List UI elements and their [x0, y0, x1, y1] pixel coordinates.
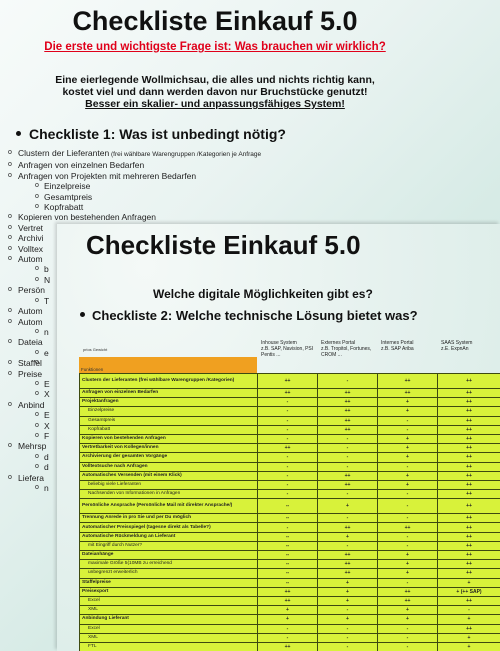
list-item	[8, 160, 428, 170]
rating-cell: ++	[318, 471, 378, 480]
list-item-text: Archivi	[18, 233, 44, 244]
list-item-text: Liefera	[18, 472, 44, 483]
rating-cell: ++	[438, 389, 500, 398]
rating-cell: ++	[438, 398, 500, 407]
rating-cell: +	[318, 578, 378, 587]
rating-cell: -	[378, 499, 438, 514]
rating-cell: ++	[438, 541, 500, 550]
table-row	[80, 532, 500, 541]
slide2-question: Welche digitale Möglichkeiten gibt es?	[153, 287, 373, 301]
rating-cell: +	[378, 551, 438, 560]
rating-cell: -	[258, 490, 318, 499]
rating-cell: -	[318, 490, 378, 499]
slide2-title: Checkliste Einkauf 5.0	[86, 230, 361, 260]
rating-cell: +	[378, 606, 438, 615]
rating-cell: +	[378, 444, 438, 453]
column-header-intern	[381, 340, 437, 352]
row-label: Kopfrabatt	[80, 425, 258, 434]
row-label: Automatischer Preisspiegel (tagesne direkt als Tabelle?)	[80, 523, 258, 532]
comparison-table	[79, 337, 500, 651]
rating-cell: +	[378, 434, 438, 443]
table-row	[80, 624, 500, 633]
rating-cell: -	[258, 633, 318, 642]
rating-cell: +	[318, 596, 378, 605]
functions-header-cell	[79, 357, 257, 373]
bullet-icon	[16, 131, 21, 136]
rating-cell: ++	[318, 480, 378, 489]
rating-cell: +	[318, 615, 378, 624]
table-row	[80, 633, 500, 642]
rating-cell: --	[258, 578, 318, 587]
list-item	[8, 171, 428, 181]
rating-cell: -	[318, 624, 378, 633]
rating-cell: ++	[258, 389, 318, 398]
table-header	[79, 337, 500, 373]
list-item-text: Autom	[18, 306, 43, 317]
rating-cell: +	[318, 587, 378, 596]
list-item-text: Gesamtpreis	[44, 191, 93, 202]
list-item-text: d	[44, 451, 49, 462]
rating-cell: -	[258, 480, 318, 489]
table-row	[80, 453, 500, 462]
rating-cell: -	[258, 425, 318, 434]
comparison-table-body	[79, 373, 500, 651]
list-item-text: Einzelpreise	[44, 181, 91, 192]
row-label: Dateianhänge	[80, 551, 258, 560]
list-item-text: X	[44, 420, 50, 431]
column-name: Externes Portal	[321, 340, 356, 346]
list-item-text: F	[44, 430, 50, 441]
rating-cell: --	[258, 499, 318, 514]
list-item-text: n	[44, 326, 49, 337]
rating-cell: ++	[318, 416, 378, 425]
list-item-text: Kopieren von bestehenden Anfragen	[18, 212, 157, 223]
column-header-extern	[321, 340, 377, 358]
row-label: Anfragen von einzelnen Bedarfen	[80, 389, 258, 398]
row-label: Trennung Anrede in pro Sie und per Du möglich	[80, 514, 258, 523]
rating-cell: -	[258, 434, 318, 443]
rating-cell: ++	[438, 551, 500, 560]
rating-cell: +	[378, 471, 438, 480]
rating-cell: ++	[318, 389, 378, 398]
rating-cell: -	[378, 490, 438, 499]
list-item-text: Anfragen von einzelnen Bedarfen	[18, 160, 145, 171]
rating-cell: +	[438, 615, 500, 624]
list-item	[8, 202, 428, 212]
row-label: Nachsenden von Informationen in Anfragen	[80, 490, 258, 499]
list-item-text: Anbind	[18, 399, 45, 410]
rating-cell: +	[438, 642, 500, 651]
slide2-heading	[80, 308, 418, 323]
rating-cell: ++	[318, 551, 378, 560]
row-label: XML	[80, 633, 258, 642]
slide-checkliste-2	[57, 224, 500, 651]
slide1-red-question: Die erste und wichtigste Frage ist: Was brauchen wir wirklich?	[44, 41, 386, 53]
rating-cell: +	[258, 606, 318, 615]
row-label: FTL	[80, 642, 258, 651]
table-row	[80, 480, 500, 489]
rating-cell: ++	[438, 453, 500, 462]
list-item-text: Clustern der Lieferanten	[18, 148, 110, 158]
rating-cell: ++	[438, 444, 500, 453]
list-item-text: Autom	[18, 316, 43, 327]
list-item-text: b	[44, 264, 49, 275]
table-row	[80, 596, 500, 605]
column-header-saas	[441, 340, 497, 352]
row-label: XML	[80, 606, 258, 615]
rating-cell: -	[378, 624, 438, 633]
table-row	[80, 434, 500, 443]
list-item-text: Persön	[18, 285, 45, 296]
column-example: z.B. SAP Ariba	[381, 346, 414, 352]
rating-cell: ++	[438, 596, 500, 605]
table-row	[80, 551, 500, 560]
rating-cell: -	[318, 633, 378, 642]
row-label: mit Eingriff durch Nutzer?	[80, 541, 258, 550]
rating-cell: ++	[378, 587, 438, 596]
list-item-text: Mehrsp	[18, 441, 47, 452]
rating-cell: -	[258, 462, 318, 471]
row-label: Projektanfragen	[80, 398, 258, 407]
column-name: Inhouse System	[261, 340, 297, 346]
rating-cell: -	[318, 374, 378, 389]
slide1-heading	[16, 126, 286, 142]
rating-cell: ++	[318, 425, 378, 434]
row-label: maximale Größe 5(10MB zu erreichend	[80, 560, 258, 569]
rating-cell: -	[318, 606, 378, 615]
rating-cell: ++	[438, 569, 500, 578]
slide1-intro	[0, 74, 430, 110]
rating-cell: ++	[438, 416, 500, 425]
row-label: Vertretbarkeit von Kollegen/innen	[80, 444, 258, 453]
rating-cell: +	[378, 615, 438, 624]
list-item-note: (frei wählbare Warengruppen /Kategorien je Anfrage	[109, 151, 262, 158]
list-item-text: Volltex	[18, 243, 44, 254]
rating-cell: +	[378, 560, 438, 569]
rating-cell: + (++ SAP)	[438, 587, 500, 596]
rating-cell: +	[378, 453, 438, 462]
rating-cell: ++	[438, 462, 500, 471]
row-label: Archivierung der gesamten Vorgänge	[80, 453, 258, 462]
column-name: Internes Portal	[381, 340, 414, 346]
table-row	[80, 642, 500, 651]
rating-cell: ++	[258, 587, 318, 596]
rating-cell: ++	[438, 499, 500, 514]
rating-cell: +	[318, 499, 378, 514]
slide1-intro-line2: kostet viel und dann werden davon nur Bruchstücke genutzt!	[62, 86, 368, 98]
table-row	[80, 416, 500, 425]
table-row	[80, 615, 500, 624]
rating-cell: ++	[378, 374, 438, 389]
list-item	[8, 181, 428, 191]
gewicht-label: prios Gewicht	[83, 347, 108, 352]
rating-cell: -	[378, 633, 438, 642]
table-row	[80, 471, 500, 480]
column-header-inhouse	[261, 340, 317, 358]
rating-cell: +	[378, 480, 438, 489]
rating-cell: -	[378, 642, 438, 651]
rating-cell: -	[378, 462, 438, 471]
slide1-heading-text: Checkliste 1: Was ist unbedingt nötig?	[29, 126, 286, 142]
rating-cell: +	[378, 398, 438, 407]
rating-cell: -	[318, 444, 378, 453]
rating-cell: --	[258, 541, 318, 550]
rating-cell: ++	[438, 560, 500, 569]
list-item-text: n	[44, 483, 49, 493]
rating-cell: +	[318, 532, 378, 541]
rating-cell: -	[378, 578, 438, 587]
slide2-heading-text: Checkliste 2: Welche technische Lösung bietet was?	[92, 308, 418, 323]
rating-cell: -	[318, 514, 378, 523]
list-item-text: Autom	[18, 254, 43, 265]
rating-cell: ++	[438, 374, 500, 389]
rating-cell: -	[318, 434, 378, 443]
rating-cell: ++	[438, 490, 500, 499]
rating-cell: ++	[318, 407, 378, 416]
list-item-text: Anfragen von Projekten mit mehreren Bedarfen	[18, 170, 197, 181]
rating-cell: --	[258, 560, 318, 569]
rating-cell: --	[258, 569, 318, 578]
rating-cell: +	[258, 615, 318, 624]
rating-cell: ++	[378, 389, 438, 398]
rating-cell: -	[258, 398, 318, 407]
list-item-text: Preise	[18, 368, 43, 379]
rating-cell: ++	[438, 480, 500, 489]
rating-cell: -	[378, 532, 438, 541]
row-label: Staffelpreise	[80, 578, 258, 587]
rating-cell: ++	[378, 523, 438, 532]
list-item-text: E	[44, 378, 50, 389]
list-item-text: d	[44, 462, 49, 473]
rating-cell: +	[438, 578, 500, 587]
rating-cell: -	[378, 514, 438, 523]
rating-cell: --	[258, 532, 318, 541]
slide1-intro-line1: Eine eierlegende Wollmichsau, die alles und nichts richtig kann,	[55, 74, 375, 86]
rating-cell: ++	[438, 532, 500, 541]
table-row	[80, 462, 500, 471]
list-item	[8, 148, 428, 160]
row-label: Anbindung Lieferant	[80, 615, 258, 624]
rating-cell: ++	[438, 514, 500, 523]
rating-cell: -	[258, 471, 318, 480]
column-example: z.B. SAP, Navision, PSI Pentis ...	[261, 346, 314, 358]
rating-cell: -	[378, 541, 438, 550]
list-item	[8, 192, 428, 202]
column-name: SAAS System	[441, 340, 473, 346]
list-item-text: T	[44, 295, 50, 306]
row-label: Preisexport	[80, 587, 258, 596]
row-label: Kopieren von bestehenden Anfragen	[80, 434, 258, 443]
row-label: Persönliche Ansprache (Persönliche Mail mit direkter Ansprache/)	[80, 499, 258, 514]
table-row	[80, 523, 500, 532]
table-row	[80, 407, 500, 416]
table-row	[80, 490, 500, 499]
rating-cell: ++	[318, 523, 378, 532]
rating-cell: ++	[378, 596, 438, 605]
rating-cell: -	[258, 453, 318, 462]
functions-label: Funktionen	[81, 367, 104, 372]
table-row	[80, 560, 500, 569]
rating-cell: ++	[258, 642, 318, 651]
list-item	[8, 212, 428, 222]
row-label: Automatische Rückmeldung an Lieferant	[80, 532, 258, 541]
row-label: Excel	[80, 624, 258, 633]
rating-cell: +	[378, 407, 438, 416]
rating-cell: ++	[438, 407, 500, 416]
rating-cell: ++	[318, 569, 378, 578]
rating-cell: -	[258, 523, 318, 532]
table-row	[80, 389, 500, 398]
list-item-text: E	[44, 410, 50, 421]
rating-cell: --	[258, 514, 318, 523]
table-row	[80, 398, 500, 407]
rating-cell: -	[378, 416, 438, 425]
table-row	[80, 606, 500, 615]
table-row	[80, 541, 500, 550]
row-label: Gesamtpreis	[80, 416, 258, 425]
rating-cell: ++	[438, 425, 500, 434]
rating-cell: ++	[438, 523, 500, 532]
list-item-text: Kopfrabatt	[44, 202, 84, 213]
rating-cell: ++	[438, 434, 500, 443]
table-row	[80, 444, 500, 453]
row-label: Volltextsuche nach Anfragen	[80, 462, 258, 471]
rating-cell: -	[258, 416, 318, 425]
rating-cell: +	[438, 633, 500, 642]
rating-cell: --	[258, 551, 318, 560]
row-label: unbegrenzt erweiterlich	[80, 569, 258, 578]
table-row	[80, 578, 500, 587]
column-example: z.B. Tropitol, Fortunes, CROM ...	[321, 346, 372, 358]
list-item-text: X	[44, 389, 50, 400]
rating-cell: -	[438, 606, 500, 615]
rating-cell: ++	[438, 471, 500, 480]
list-item-text: Staffel	[18, 358, 42, 369]
rating-cell: -	[318, 541, 378, 550]
list-item-text: Vertret	[18, 222, 44, 233]
row-label: Excel	[80, 596, 258, 605]
row-label: Einzelpreise	[80, 407, 258, 416]
rating-cell: ++	[258, 596, 318, 605]
table-row	[80, 587, 500, 596]
slide1-title: Checkliste Einkauf 5.0	[72, 6, 358, 36]
rating-cell: ++	[318, 398, 378, 407]
table-row	[80, 374, 500, 389]
list-item-text: e	[44, 347, 49, 358]
rating-cell: -	[258, 407, 318, 416]
rating-cell: ++	[258, 374, 318, 389]
rating-cell: -	[318, 642, 378, 651]
bullet-icon	[80, 312, 85, 317]
table-row	[80, 569, 500, 578]
rating-cell: -	[378, 425, 438, 434]
rating-cell: -	[318, 453, 378, 462]
row-label: beliebig viele Lieferanten	[80, 480, 258, 489]
table-row	[80, 499, 500, 514]
rating-cell: -	[318, 462, 378, 471]
list-item-text: N	[44, 274, 51, 285]
table-row	[80, 425, 500, 434]
column-example: z.E. ExpnAn	[441, 346, 469, 352]
slide1-intro-line3: Besser ein skalier- und anpassungsfähiges System!	[85, 98, 345, 110]
row-label: Clustern der Lieferanten (frei wählbare Warengruppen /Kategorien)	[80, 374, 258, 389]
table-row	[80, 514, 500, 523]
rating-cell: ++	[318, 560, 378, 569]
list-item-text: Dateia	[18, 337, 43, 348]
rating-cell: +	[378, 569, 438, 578]
rating-cell: ++	[438, 624, 500, 633]
row-label: Automatisches Versenden (mit einem Klick)	[80, 471, 258, 480]
rating-cell: ++	[258, 444, 318, 453]
rating-cell: -	[258, 624, 318, 633]
